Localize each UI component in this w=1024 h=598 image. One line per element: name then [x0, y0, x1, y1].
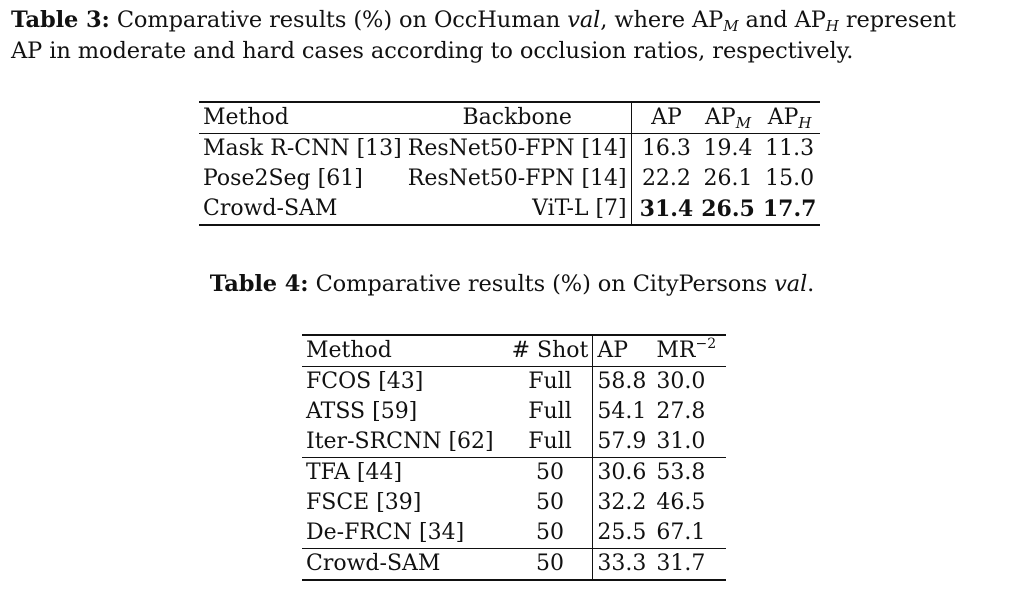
table4-cell-ap: 33.3: [593, 549, 650, 581]
table4-cell-shot: Full: [528, 369, 572, 394]
table-row: [199, 164, 820, 194]
table3-cell-ap-m: 19.4: [703, 136, 753, 161]
table4-cell-mr: 31.0: [656, 429, 706, 454]
table4-cell-shot: 50: [536, 460, 564, 485]
table3-cell-ap-h: 15.0: [765, 166, 815, 191]
table-row: [302, 427, 726, 458]
table3-header-ap: AP: [631, 102, 697, 134]
table3-cell-ap-h: 17.7: [762, 196, 817, 222]
table3-caption-text-end: represent: [838, 7, 956, 33]
table3-cell-method: Pose2Seg [61]: [203, 166, 363, 191]
table3-caption-line2: AP in moderate and hard cases according to occlusion ratios, respectively.: [11, 38, 854, 64]
table3-header-ap-m-sub: M: [735, 114, 752, 132]
table4-cell-ap: 58.8: [593, 367, 650, 398]
table3-cell-ap-m: 26.1: [703, 166, 753, 191]
table3-cell-method: Crowd-SAM: [203, 196, 338, 221]
table3-caption-label: Table 3:: [11, 7, 110, 33]
table-row: [302, 397, 726, 427]
table4-caption-label: Table 4:: [209, 271, 309, 297]
table3-header-ap-m: [697, 102, 759, 134]
table4-caption-text-end: .: [807, 271, 815, 297]
table4-cell-mr: 30.0: [656, 369, 706, 394]
table3-header-ap-h: [759, 102, 821, 134]
table4-cell-method: TFA [44]: [306, 460, 403, 485]
table4-cell-method: Crowd-SAM: [306, 551, 441, 576]
table-row: [199, 194, 820, 225]
table4-cell-mr: 67.1: [656, 520, 706, 545]
table4-header-row: [302, 335, 726, 367]
table-row: [302, 518, 726, 549]
table3-header-method: Method: [203, 105, 289, 130]
table4-cell-ap: 30.6: [593, 458, 650, 489]
table4-cell-method: FSCE [39]: [306, 490, 422, 515]
table3-cell-ap-m: 26.5: [701, 196, 755, 222]
table4-cell-shot: 50: [536, 490, 564, 515]
table-row: [199, 134, 820, 165]
table3-cell-backbone: ResNet50-FPN [14]: [407, 136, 627, 161]
table-row: [302, 488, 726, 518]
table4-header-mr: [650, 335, 726, 367]
table4-header-mr-base: MR: [656, 338, 696, 363]
table4-cell-ap: 32.2: [593, 488, 650, 518]
table4-cell-method: ATSS [59]: [306, 399, 418, 424]
table3-cell-method: Mask R-CNN [13]: [203, 136, 402, 161]
table3-cell-ap-h: 11.3: [765, 136, 815, 161]
table4-cell-mr: 46.5: [656, 490, 706, 515]
table3-caption-text-mid: , where AP: [600, 7, 724, 33]
table4-cell-shot: Full: [528, 399, 572, 424]
table3-header-backbone: Backbone: [462, 105, 572, 130]
table3-caption-text-and: and AP: [738, 7, 826, 33]
table4-cell-shot: 50: [536, 520, 564, 545]
table3-header-row: [199, 102, 820, 134]
table3-cell-backbone: ResNet50-FPN [14]: [407, 166, 627, 191]
table4-header-mr-sup: −2: [695, 336, 717, 352]
table3-header-ap-m-base: AP: [705, 105, 736, 130]
table4-header-shot: # Shot: [511, 338, 589, 363]
table3-cell-ap: 16.3: [631, 134, 697, 165]
table3-header-ap-h-sub: H: [798, 114, 812, 132]
table4-cell-mr: 27.8: [656, 399, 706, 424]
table-row: [302, 549, 726, 581]
table4-cell-method: De-FRCN [34]: [306, 520, 465, 545]
table4-cell-mr: 53.8: [656, 460, 706, 485]
table4-header-ap: AP: [593, 335, 650, 367]
table4-cell-ap: 54.1: [593, 397, 650, 427]
table4-cell-ap: 25.5: [593, 518, 650, 549]
table3-caption: [11, 5, 956, 67]
table3-cell-ap: 22.2: [631, 164, 697, 194]
table4-cell-shot: Full: [528, 429, 572, 454]
table4-caption-val: val: [774, 271, 808, 297]
table4-cell-mr: 31.7: [656, 551, 706, 576]
table4-cell-method: Iter-SRCNN [62]: [306, 429, 494, 454]
table4-caption: [0, 269, 1024, 300]
table-row: [302, 367, 726, 398]
table3-header-ap-h-base: AP: [767, 105, 799, 130]
table3-caption-sub-m: M: [723, 17, 739, 35]
table4: [302, 334, 726, 581]
table3-caption-line1: [11, 5, 956, 36]
table-row: [302, 458, 726, 489]
table3-caption-text: Comparative results (%) on OccHuman: [109, 7, 568, 33]
table3-cell-ap: 31.4: [631, 194, 697, 225]
table3-caption-sub-h: H: [825, 17, 839, 35]
table4-header-method: Method: [306, 338, 392, 363]
table3-caption-val: val: [567, 7, 601, 33]
table4-cell-ap: 57.9: [593, 427, 650, 458]
table4-caption-text: Comparative results (%) on CityPersons: [308, 271, 775, 297]
table3-cell-backbone: ViT-L [7]: [532, 196, 627, 221]
table3: [199, 101, 820, 226]
table4-cell-method: FCOS [43]: [306, 369, 424, 394]
table4-cell-shot: 50: [536, 551, 564, 576]
